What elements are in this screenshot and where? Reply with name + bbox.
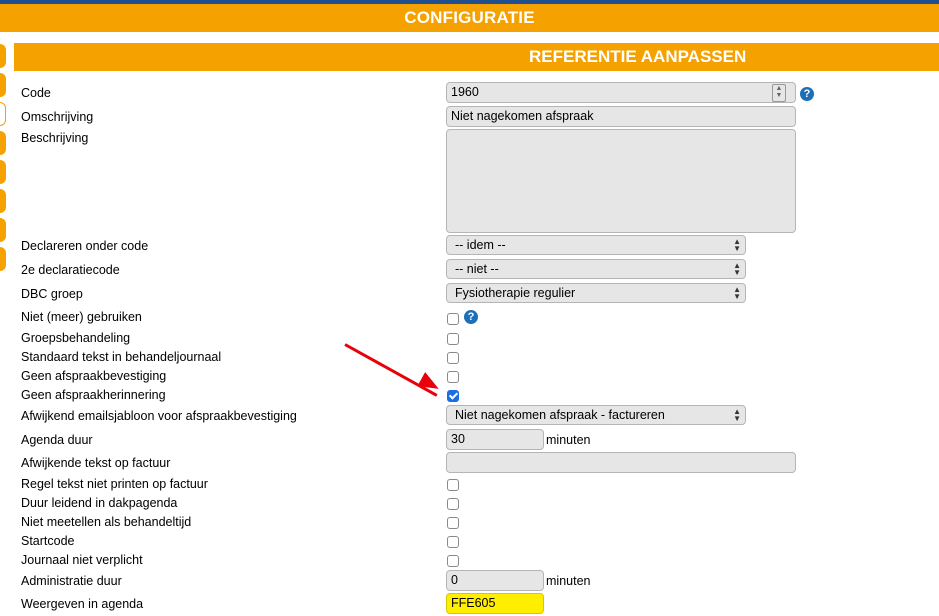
duur-leidend-label: Duur leidend in dakpagenda (21, 496, 178, 510)
afwijkend-emailsjabloon-value: Niet nagekomen afspraak - factureren (455, 408, 665, 422)
side-tab[interactable] (0, 218, 6, 242)
geen-afspraakherinnering-checkbox[interactable] (447, 390, 459, 402)
updown-arrows-icon: ▲ ▼ (733, 285, 741, 301)
omschrijving-input[interactable]: Niet nagekomen afspraak (446, 106, 796, 127)
declareren-value: -- idem -- (455, 238, 506, 252)
regel-tekst-checkbox[interactable] (447, 479, 459, 491)
niet-meetellen-label: Niet meetellen als behandeltijd (21, 515, 192, 529)
geen-afspraakherinnering-label: Geen afspraakherinnering (21, 388, 166, 402)
code-label: Code (21, 86, 51, 100)
side-tab-active[interactable] (0, 102, 6, 126)
duur-leidend-checkbox[interactable] (447, 498, 459, 510)
administratie-duur-label: Administratie duur (21, 574, 122, 588)
declareren-label: Declareren onder code (21, 239, 149, 253)
side-tab[interactable] (0, 247, 6, 271)
afwijkende-tekst-input[interactable] (446, 452, 796, 473)
standaard-tekst-checkbox[interactable] (447, 352, 459, 364)
dbc-groep-value: Fysiotherapie regulier (455, 286, 576, 300)
regel-tekst-label: Regel tekst niet printen op factuur (21, 477, 208, 491)
updown-arrows-icon: ▲ ▼ (733, 407, 741, 423)
declareren-select[interactable] (446, 235, 746, 255)
section-title: REFERENTIE AANPASSEN (529, 47, 747, 66)
afwijkende-tekst-label: Afwijkende tekst op factuur (21, 456, 171, 470)
weergeven-in-agenda-input[interactable]: FFE605 (446, 593, 544, 614)
weergeven-in-agenda-label: Weergeven in agenda (21, 597, 144, 611)
beschrijving-textarea[interactable] (446, 129, 796, 233)
standaard-tekst-label: Standaard tekst in behandeljournaal (21, 350, 222, 364)
journaal-label: Journaal niet verplicht (21, 553, 143, 567)
side-tab[interactable] (0, 73, 6, 97)
dbc-groep-select[interactable] (446, 283, 746, 303)
niet-meer-gebruiken-label: Niet (meer) gebruiken (21, 310, 142, 324)
niet-meer-gebruiken-checkbox[interactable] (447, 313, 459, 325)
agenda-duur-input[interactable]: 30 (446, 429, 544, 450)
side-tab[interactable] (0, 44, 6, 68)
stepper-icon[interactable]: ▲ ▼ (772, 84, 786, 102)
tweede-declaratiecode-value: -- niet -- (455, 262, 499, 276)
omschrijving-label: Omschrijving (21, 110, 94, 124)
updown-arrows-icon: ▲ ▼ (733, 261, 741, 277)
code-input[interactable]: 1960 (446, 82, 796, 103)
groepsbehandeling-label: Groepsbehandeling (21, 331, 131, 345)
tweede-declaratiecode-select[interactable] (446, 259, 746, 279)
afwijkend-emailsjabloon-label: Afwijkend emailsjabloon voor afspraakbevestiging (21, 409, 297, 423)
updown-arrows-icon: ▲ ▼ (733, 237, 741, 253)
administratie-duur-unit: minuten (546, 574, 591, 588)
side-tab[interactable] (0, 160, 6, 184)
help-icon[interactable]: ? (800, 87, 814, 101)
help-icon[interactable]: ? (464, 310, 478, 324)
administratie-duur-input[interactable]: 0 (446, 570, 544, 591)
afwijkend-emailsjabloon-select[interactable] (446, 405, 746, 425)
journaal-checkbox[interactable] (447, 555, 459, 567)
startcode-label: Startcode (21, 534, 75, 548)
agenda-duur-label: Agenda duur (21, 433, 93, 447)
geen-afspraakbevestiging-checkbox[interactable] (447, 371, 459, 383)
agenda-duur-unit: minuten (546, 433, 591, 447)
geen-afspraakbevestiging-label: Geen afspraakbevestiging (21, 369, 167, 383)
page-title: CONFIGURATIE (0, 4, 939, 32)
startcode-checkbox[interactable] (447, 536, 459, 548)
niet-meetellen-checkbox[interactable] (447, 517, 459, 529)
side-tab[interactable] (0, 189, 6, 213)
tweede-declaratiecode-label: 2e declaratiecode (21, 263, 120, 277)
groepsbehandeling-checkbox[interactable] (447, 333, 459, 345)
annotation-arrow-head (417, 372, 442, 396)
side-tab[interactable] (0, 131, 6, 155)
dbc-groep-label: DBC groep (21, 287, 83, 301)
beschrijving-label: Beschrijving (21, 131, 89, 145)
section-header (14, 43, 939, 71)
